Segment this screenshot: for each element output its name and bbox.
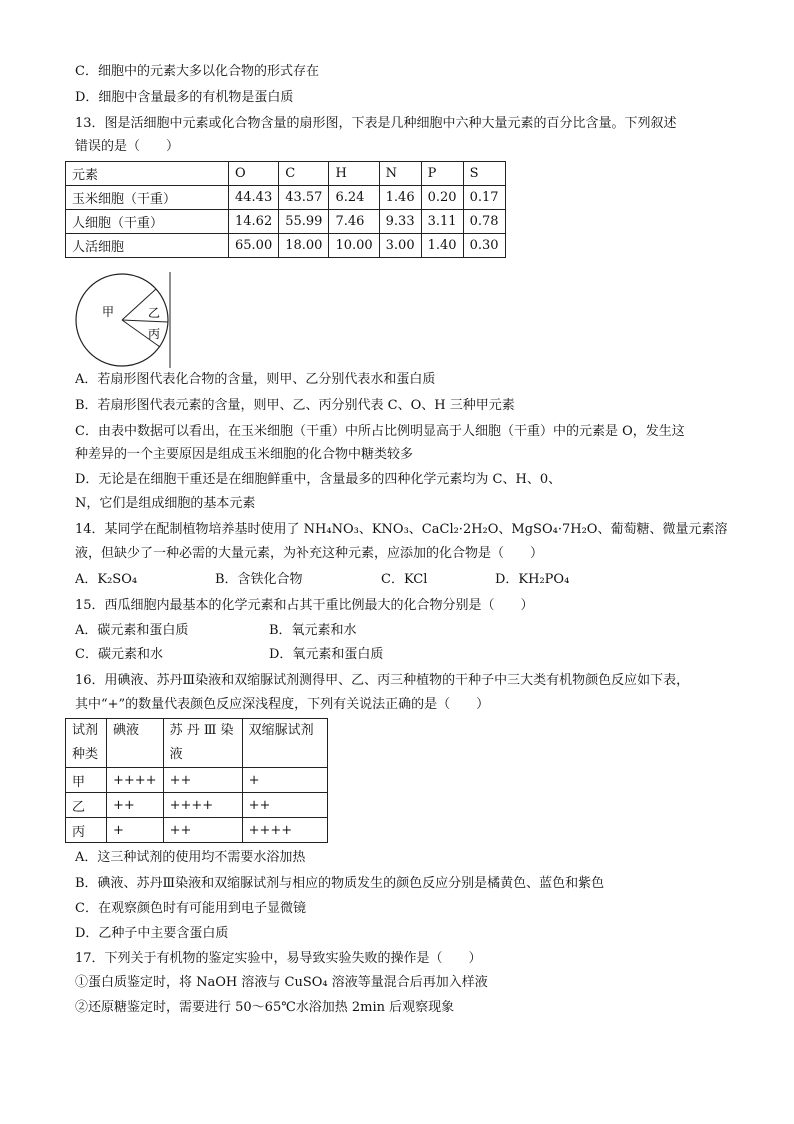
table-cell: 18.00 xyxy=(279,234,329,258)
table-cell: 0.20 xyxy=(421,186,463,210)
table-row xyxy=(66,210,506,234)
q13-option-c-line2: 种差异的一个主要原因是组成玉米细胞的化合物中糖类较多 xyxy=(75,447,414,462)
table-row xyxy=(66,234,506,258)
q13-option-d-line1: D．无论是在细胞干重还是在细胞鲜重中，含量最多的四种化学元素均为 C、H、0、 xyxy=(75,472,562,487)
table-header-cell: O xyxy=(229,162,279,186)
table-cell: 丙 xyxy=(66,818,107,843)
table-cell: 1.40 xyxy=(421,234,463,258)
table-cell: 43.57 xyxy=(279,186,329,210)
table-header-row xyxy=(66,162,506,186)
table-header-row xyxy=(66,719,328,768)
q16-stem-line1: 16．用碘液、苏丹Ⅲ染液和双缩脲试剂测得甲、乙、丙三种植物的干种子中三大类有机物颜色反应如下表， xyxy=(75,673,690,688)
q15-option-c: C．碳元素和水 xyxy=(75,647,163,662)
q16-option-a: A．这三种试剂的使用均不需要水浴加热 xyxy=(75,850,306,865)
q13-option-a: A．若扇形图代表化合物的含量，则甲、乙分别代表水和蛋白质 xyxy=(75,372,436,387)
table-cell: ++++ xyxy=(107,768,164,793)
q13-option-c-line1: C．由表中数据可以看出，在玉米细胞（干重）中所占比例明显高于人细胞（干重）中的元素是 O，发生这 xyxy=(75,424,685,439)
q15-option-d: D．氧元素和蛋白质 xyxy=(269,647,384,662)
q15-option-a: A．碳元素和蛋白质 xyxy=(75,623,189,638)
q12-option-c: C．细胞中的元素大多以化合物的形式存在 xyxy=(75,64,319,79)
element-percentage-table xyxy=(65,161,506,258)
table-row xyxy=(66,818,328,843)
table-header-cell: H xyxy=(329,162,379,186)
q17-item-1: ①蛋白质鉴定时，将 NaOH 溶液与 CuSO₄ 溶液等量混合后再加入样液 xyxy=(75,975,488,990)
table-row xyxy=(66,768,328,793)
sector-pie-diagram xyxy=(72,270,172,370)
q14-options xyxy=(75,570,715,590)
q15-options-row1 xyxy=(75,621,715,641)
table-cell: ++++ xyxy=(242,818,327,843)
q13-stem-line1: 13．图是活细胞中元素或化合物含量的扇形图，下表是几种细胞中六种大量元素的百分比含量。下列叙述 xyxy=(75,116,677,131)
table-cell: 人活细胞 xyxy=(66,234,229,258)
table-cell: 0.17 xyxy=(463,186,505,210)
table-cell: ++ xyxy=(163,818,242,843)
q14-option-c: C．KCl xyxy=(381,572,428,587)
table-cell: ++ xyxy=(107,793,164,818)
q14-option-a: A．K₂SO₄ xyxy=(75,572,138,587)
q16-option-d: D．乙种子中主要含蛋白质 xyxy=(75,926,229,941)
table-cell: ++ xyxy=(242,793,327,818)
q12-option-d: D．细胞中含量最多的有机物是蛋白质 xyxy=(75,90,294,105)
table-header-cell: C xyxy=(279,162,329,186)
pie-label-bing: 丙 xyxy=(148,327,161,341)
table-cell: 55.99 xyxy=(279,210,329,234)
table-cell: 乙 xyxy=(66,793,107,818)
table-cell: ++++ xyxy=(163,793,242,818)
q13-option-b: B．若扇形图代表元素的含量，则甲、乙、丙分别代表 C、O、H 三种甲元素 xyxy=(75,398,515,413)
table-cell: 7.46 xyxy=(329,210,379,234)
q14-stem-line1: 14．某同学在配制植物培养基时使用了 NH₄NO₃、KNO₃、CaCl₂·2H₂O、MgSO₄·7H₂O、葡萄糖、微量元素溶 xyxy=(75,522,728,537)
q16-stem-line2: 其中“+”的数量代表颜色反应深浅程度，下列有关说法正确的是（ ） xyxy=(75,697,490,712)
table-cell: 3.00 xyxy=(379,234,421,258)
pie-divider xyxy=(122,320,168,322)
table-cell: 6.24 xyxy=(329,186,379,210)
q15-options-row2 xyxy=(75,645,715,665)
color-reaction-table xyxy=(65,718,328,843)
q16-option-b: B．碘液、苏丹Ⅲ染液和双缩脲试剂与相应的物质发生的颜色反应分别是橘黄色、蓝色和紫色 xyxy=(75,876,605,891)
table-cell: + xyxy=(242,768,327,793)
table-row xyxy=(66,186,506,210)
table-cell: 甲 xyxy=(66,768,107,793)
q14-option-d: D．KH₂PO₄ xyxy=(495,572,570,587)
pie-label-yi: 乙 xyxy=(148,306,161,320)
q15-option-b: B．氧元素和水 xyxy=(269,623,357,638)
table-header-cell: P xyxy=(421,162,463,186)
table-cell: 10.00 xyxy=(329,234,379,258)
table-cell: 65.00 xyxy=(229,234,279,258)
table-cell: 9.33 xyxy=(379,210,421,234)
table-cell: 44.43 xyxy=(229,186,279,210)
table-cell: 0.78 xyxy=(463,210,505,234)
q13-option-d-line2: N，它们是组成细胞的基本元素 xyxy=(75,496,256,511)
table-cell: 玉米细胞（干重） xyxy=(66,186,229,210)
table-header-cell: 双缩脲试剂 xyxy=(242,719,327,768)
table-cell: + xyxy=(107,818,164,843)
table-header-cell: N xyxy=(379,162,421,186)
table-cell: 人细胞（干重） xyxy=(66,210,229,234)
q14-stem-line2: 液，但缺少了一种必需的大量元素，为补充这种元素，应添加的化合物是（ ） xyxy=(75,546,544,561)
table-header-cell: 碘液 xyxy=(107,719,164,768)
table-header-cell: 苏 丹 Ⅲ 染 液 xyxy=(163,719,242,768)
q16-option-c: C．在观察颜色时有可能用到电子显微镜 xyxy=(75,901,306,916)
table-header-cell: 试剂 种类 xyxy=(66,719,107,768)
table-cell: 1.46 xyxy=(379,186,421,210)
table-row xyxy=(66,793,328,818)
table-header-cell: S xyxy=(463,162,505,186)
q17-item-2: ②还原糖鉴定时，需要进行 50～65℃水浴加热 2min 后观察现象 xyxy=(75,1000,455,1015)
q13-stem-line2: 错误的是（ ） xyxy=(75,139,180,154)
q14-option-b: B．含铁化合物 xyxy=(215,572,303,587)
q15-stem: 15．西瓜细胞内最基本的化学元素和占其干重比例最大的化合物分别是（ ） xyxy=(75,598,534,613)
table-cell: 3.11 xyxy=(421,210,463,234)
q17-stem: 17．下列关于有机物的鉴定实验中，易导致实验失败的操作是（ ） xyxy=(75,951,482,966)
table-cell: ++ xyxy=(163,768,242,793)
table-cell: 0.30 xyxy=(463,234,505,258)
table-cell: 14.62 xyxy=(229,210,279,234)
pie-label-jia: 甲 xyxy=(102,305,115,319)
table-header-cell: 元素 xyxy=(66,162,229,186)
